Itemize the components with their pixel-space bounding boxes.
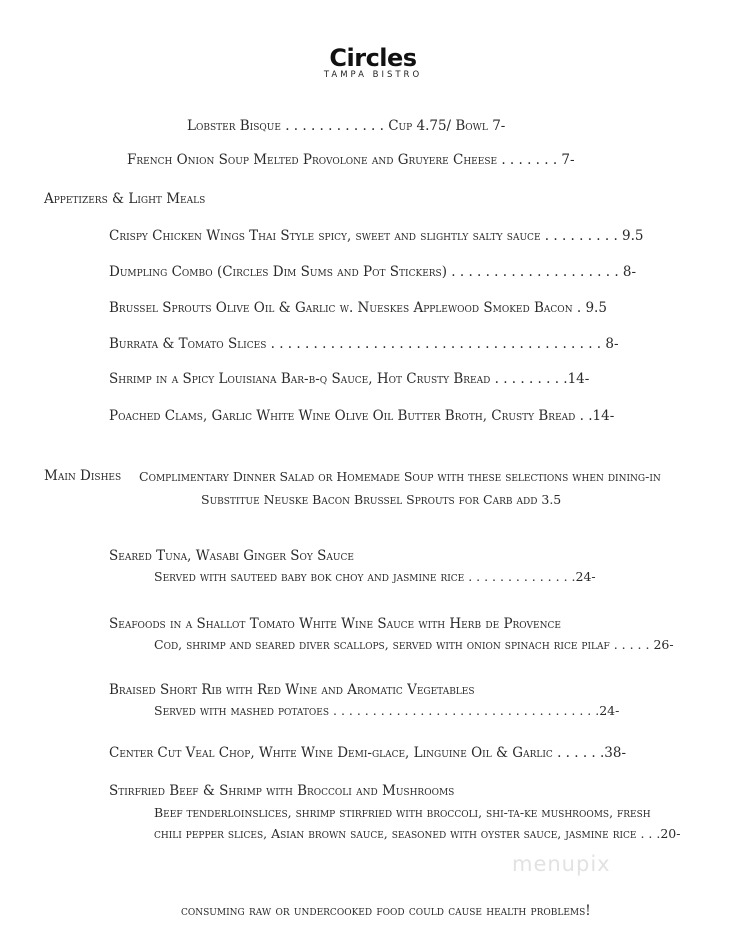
dish-name-seafoods: Seafoods in a Shallot Tomato White Wine Sauce with Herb de Provence: [109, 616, 561, 632]
menu-item-burrata: Burrata & Tomato Slices . . . . . . . . . . . . . . . . . . . . . . . . . . . . . . . . . . . . . . . 8-: [109, 336, 619, 352]
dish-desc-stirfried-beef-2: chili pepper slices, Asian brown sauce, seasoned with oyster sauce, jasmine rice . . .20-: [154, 826, 681, 841]
main-dishes-substitute: Substitue Neuske Bacon Brussel Sprouts for Carb add 3.5: [201, 492, 562, 507]
menu-item-chicken-wings: Crispy Chicken Wings Thai Style spicy, sweet and slightly salty sauce . . . . . . . . . 9.5: [109, 228, 644, 244]
menu-item-dumpling-combo: Dumpling Combo (Circles Dim Sums and Pot Stickers) . . . . . . . . . . . . . . . . . . . . 8-: [109, 264, 637, 280]
dish-name-short-rib: Braised Short Rib with Red Wine and Aromatic Vegetables: [109, 682, 475, 698]
menu-item-lobster-bisque: Lobster Bisque . . . . . . . . . . . . Cup 4.75/ Bowl 7-: [187, 118, 506, 134]
menu-item-french-onion-soup: French Onion Soup Melted Provolone and Gruyere Cheese . . . . . . . 7-: [127, 152, 575, 168]
restaurant-tagline: TAMPA BISTRO: [323, 70, 423, 80]
restaurant-name: Circles: [329, 44, 417, 72]
section-heading-main-dishes: Main Dishes: [44, 468, 122, 484]
dish-name-stirfried-beef: Stirfried Beef & Shrimp with Broccoli and Mushrooms: [109, 783, 455, 799]
dish-name-veal-chop: Center Cut Veal Chop, White Wine Demi-glace, Linguine Oil & Garlic . . . . . .38-: [109, 745, 627, 761]
main-dishes-note: Complimentary Dinner Salad or Homemade Soup with these selections when dining-in: [139, 469, 661, 484]
menupix-watermark: menupix: [512, 852, 611, 876]
dish-desc-stirfried-beef: Beef tenderloinslices, shrimp stirfried with broccoli, shi-ta-ke mushrooms, fresh: [154, 805, 651, 820]
menu-item-shrimp-bbq: Shrimp in a Spicy Louisiana Bar-b-q Sauce, Hot Crusty Bread . . . . . . . . .14-: [109, 371, 590, 387]
health-warning: consuming raw or undercooked food could cause health problems!: [181, 903, 591, 919]
menu-item-brussel-sprouts: Brussel Sprouts Olive Oil & Garlic w. Nueskes Applewood Smoked Bacon . 9.5: [109, 300, 607, 316]
dish-desc-seafoods: Cod, shrimp and seared diver scallops, served with onion spinach rice pilaf . . . . . 26-: [154, 637, 674, 652]
dish-name-seared-tuna: Seared Tuna, Wasabi Ginger Soy Sauce: [109, 548, 354, 564]
dish-desc-short-rib: Served with mashed potatoes . . . . . . . . . . . . . . . . . . . . . . . . . . . . . . . . . .24-: [154, 703, 620, 718]
menu-item-poached-clams: Poached Clams, Garlic White Wine Olive Oil Butter Broth, Crusty Bread . .14-: [109, 408, 615, 424]
dish-desc-seared-tuna: Served with sauteed baby bok choy and jasmine rice . . . . . . . . . . . . . .24-: [154, 569, 596, 584]
section-heading-appetizers: Appetizers & Light Meals: [44, 191, 206, 207]
